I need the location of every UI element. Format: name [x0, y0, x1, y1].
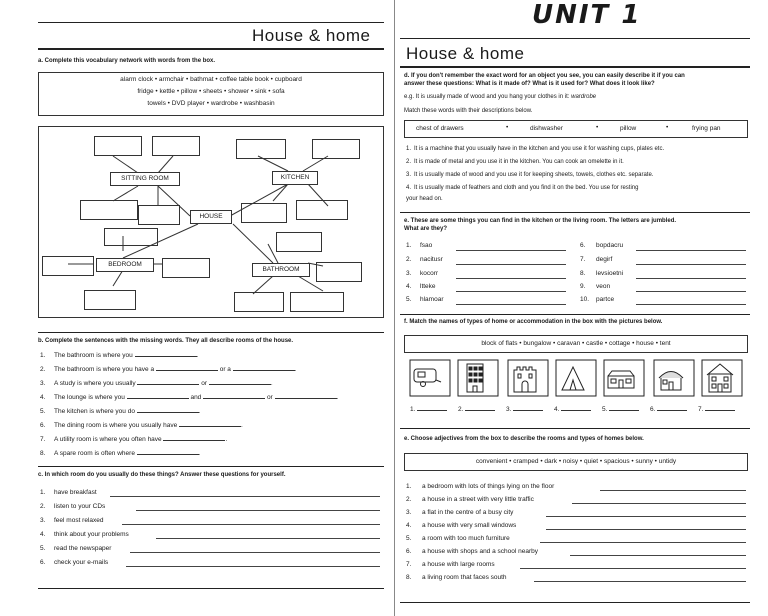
list-item: 4. a house with very small windows	[406, 522, 517, 529]
unit-heading: UNIT 1	[532, 0, 642, 30]
list-item: 6. bopdacru	[580, 242, 624, 249]
answer-line[interactable]	[570, 555, 746, 556]
list-item: 6. check your e-mails	[40, 559, 109, 566]
blank-box[interactable]	[152, 136, 200, 156]
answer-line[interactable]	[456, 291, 566, 292]
list-item: 10. partce	[580, 296, 615, 303]
section-b-instruction: b. Complete the sentences with the missing words. They all describe rooms of the house.	[38, 338, 294, 344]
blank-box[interactable]	[276, 232, 322, 252]
list-item: 1. The bathroom is where you .	[40, 352, 199, 359]
list-item: 7. A utility room is where you often have .	[40, 436, 228, 443]
answer-line[interactable]	[456, 250, 566, 251]
answer-blank[interactable]	[203, 397, 265, 399]
blank-box[interactable]	[296, 200, 348, 220]
answer-blank[interactable]	[137, 383, 199, 385]
answer-line[interactable]	[636, 304, 746, 305]
list-item: 2. It is made of metal and you use it in the kitchen. You can cook an omelette in it.	[406, 159, 624, 165]
list-item: 8. A spare room is often where .	[40, 450, 201, 457]
vocab-row-2: fridge • kettle • pillow • sheets • shower • sink • sofa	[137, 88, 285, 95]
word-frying-pan: frying pan	[692, 125, 721, 132]
list-item: 3. kocorr	[406, 270, 439, 277]
label-house: HOUSE	[190, 210, 232, 224]
vocab-row-3: towels • DVD player • wardrobe • washbasin	[147, 100, 275, 107]
section-e2-instruction: e. Choose adjectives from the box to describe the rooms and types of homes below.	[404, 436, 644, 442]
accommodation-words: block of flats • bungalow • caravan • castle • cottage • house • tent	[481, 340, 671, 347]
section-a-instruction: a. Complete this vocabulary network with words from the box.	[38, 58, 216, 64]
answer-line[interactable]	[122, 524, 380, 525]
list-item: 4. The lounge is where you and or .	[40, 394, 339, 401]
caravan-icon	[412, 366, 442, 388]
answer-blank[interactable]	[163, 439, 225, 441]
picture-answer-4[interactable]: 4.	[554, 406, 591, 413]
cottage-icon	[658, 364, 684, 392]
answer-line[interactable]	[136, 510, 380, 511]
answer-blank[interactable]	[209, 383, 271, 385]
answer-line[interactable]	[540, 542, 746, 543]
answer-line[interactable]	[636, 278, 746, 279]
answer-line[interactable]	[130, 552, 380, 553]
picture-answer-6[interactable]: 6.	[650, 406, 687, 413]
answer-line[interactable]	[546, 529, 746, 530]
label-bedroom: BEDROOM	[96, 258, 154, 272]
section-rule	[400, 428, 750, 429]
list-item: 4. It is usually made of feathers and cloth and you find it on the bed. You use for resting	[406, 185, 639, 191]
blank-box[interactable]	[138, 205, 180, 225]
blank-box[interactable]	[312, 139, 360, 159]
answer-blank[interactable]	[275, 397, 337, 399]
list-item: 1. fsao	[406, 242, 433, 249]
blank-box[interactable]	[290, 292, 344, 312]
list-item: 1. have breakfast	[40, 489, 97, 496]
left-page-title: House & home	[252, 26, 371, 45]
answer-line[interactable]	[534, 581, 746, 582]
list-item: 8. levsioetni	[580, 270, 624, 277]
vocab-row-1: alarm clock • armchair • bathmat • coffee table book • cupboard	[120, 76, 302, 83]
answer-line[interactable]	[456, 278, 566, 279]
label-bathroom: BATHROOM	[252, 263, 310, 277]
title-rule	[38, 48, 384, 50]
list-item: 1. a bedroom with lots of things lying on the floor	[406, 483, 555, 490]
blank-box[interactable]	[236, 139, 286, 159]
list-item: 2. listen to your CDs	[40, 503, 106, 510]
section-f-instruction: f. Match the names of types of home or accommodation in the box with the pictures below.	[404, 319, 663, 325]
section-c-instruction: c. In which room do you usually do these things? Answer these questions for yourself.	[38, 472, 286, 478]
label-kitchen: KITCHEN	[272, 171, 318, 185]
picture-answer-2[interactable]: 2.	[458, 406, 495, 413]
list-item: 5. a room with too much furniture	[406, 535, 510, 542]
top-rule	[400, 38, 750, 39]
list-item: 3. It is usually made of wood and you use it for keeping sheets, towels, clothes etc. separate.	[406, 172, 654, 178]
answer-line[interactable]	[156, 538, 380, 539]
answer-line[interactable]	[636, 250, 746, 251]
answer-blank[interactable]	[156, 369, 218, 371]
blank-box[interactable]	[80, 200, 138, 220]
blank-box[interactable]	[241, 203, 287, 223]
page-gutter	[394, 0, 395, 616]
example-line: e.g. It is usually made of wood and you hang your clothes in it: wardrobe	[404, 94, 597, 100]
section-rule	[38, 466, 384, 467]
list-item: 6. a house with shops and a school nearby	[406, 548, 538, 555]
section-e-instruction-2: What are they?	[404, 226, 448, 232]
bungalow-icon	[606, 366, 636, 390]
list-item: 5. read the newspaper	[40, 545, 112, 552]
title-rule	[400, 66, 750, 68]
list-item: your head on.	[406, 196, 443, 202]
house-icon	[706, 362, 734, 394]
list-item: 3. feel most relaxed	[40, 517, 104, 524]
list-item: 9. veon	[580, 283, 611, 290]
list-item: 2. The bathroom is where you have a or a .	[40, 366, 297, 373]
answer-blank[interactable]	[137, 411, 199, 413]
answer-line[interactable]	[636, 291, 746, 292]
answer-line[interactable]	[126, 566, 380, 567]
list-item: 5. The kitchen is where you do .	[40, 408, 201, 415]
adjective-words: convenient • cramped • dark • noisy • quiet • spacious • sunny • untidy	[475, 458, 677, 465]
section-d-instruction-1: d. If you don't remember the exact word for an object you see, you can easily describe it if you can	[404, 73, 685, 79]
section-e-instruction-1: e. These are some things you can find in the kitchen or the living room. The letters are jumbled.	[404, 218, 677, 224]
answer-line[interactable]	[520, 568, 746, 569]
answer-line[interactable]	[572, 503, 746, 504]
bottom-rule	[38, 588, 384, 589]
list-item: 4. think about your problems	[40, 531, 129, 538]
answer-line[interactable]	[600, 490, 746, 491]
blank-box[interactable]	[104, 228, 158, 246]
match-instruction: Match these words with their descriptions below.	[404, 108, 533, 114]
blank-box[interactable]	[316, 262, 362, 282]
blank-box[interactable]	[234, 292, 284, 312]
answer-blank[interactable]	[137, 453, 199, 455]
list-item: 2. a house in a street with very little traffic	[406, 496, 534, 503]
castle-icon	[512, 362, 538, 394]
blank-box[interactable]	[42, 256, 94, 276]
block-of-flats-icon	[464, 362, 486, 394]
blank-box[interactable]	[94, 136, 142, 156]
list-item: 3. A study is where you usually or .	[40, 380, 273, 387]
section-rule	[38, 332, 384, 333]
section-rule	[400, 212, 750, 213]
word-pillow: pillow	[620, 125, 637, 132]
right-page-title: House & home	[406, 44, 525, 63]
list-item: 4. ltteke	[406, 283, 436, 290]
list-item: 1. It is a machine that you usually have in the kitchen and you use it for washing cups, plates etc.	[406, 146, 665, 152]
answer-line[interactable]	[456, 264, 566, 265]
list-item: 5. hlamoar	[406, 296, 444, 303]
list-item: 8. a living room that faces south	[406, 574, 507, 581]
picture-answer-1[interactable]: 1.	[410, 406, 447, 413]
tent-icon	[560, 364, 586, 392]
answer-line[interactable]	[636, 264, 746, 265]
word-dishwasher: dishwasher	[530, 125, 563, 132]
list-item: 2. nacitusr	[406, 256, 443, 263]
list-item: 3. a flat in the centre of a busy city	[406, 509, 514, 516]
answer-blank[interactable]	[233, 369, 295, 371]
list-item: 7. degirf	[580, 256, 613, 263]
list-item: 6. The dining room is where you usually have .	[40, 422, 243, 429]
bottom-rule	[400, 602, 750, 603]
answer-line[interactable]	[546, 516, 746, 517]
answer-blank[interactable]	[179, 425, 241, 427]
blank-box[interactable]	[162, 258, 210, 278]
answer-line[interactable]	[456, 304, 566, 305]
answer-blank[interactable]	[135, 355, 197, 357]
picture-answer-7[interactable]: 7.	[698, 406, 735, 413]
top-rule	[38, 22, 384, 23]
picture-answer-5[interactable]: 5.	[602, 406, 639, 413]
picture-answer-3[interactable]: 3.	[506, 406, 543, 413]
section-d-instruction-2: answer these questions: What is it made of? What is it used for? What does it look like?	[404, 81, 655, 87]
blank-box[interactable]	[84, 290, 136, 310]
section-rule	[400, 314, 750, 315]
list-item: 7. a house with large rooms	[406, 561, 495, 568]
answer-blank[interactable]	[127, 397, 189, 399]
word-chest-of-drawers: chest of drawers	[416, 125, 464, 132]
answer-line[interactable]	[110, 496, 380, 497]
label-sitting-room: SITTING ROOM	[110, 172, 180, 186]
